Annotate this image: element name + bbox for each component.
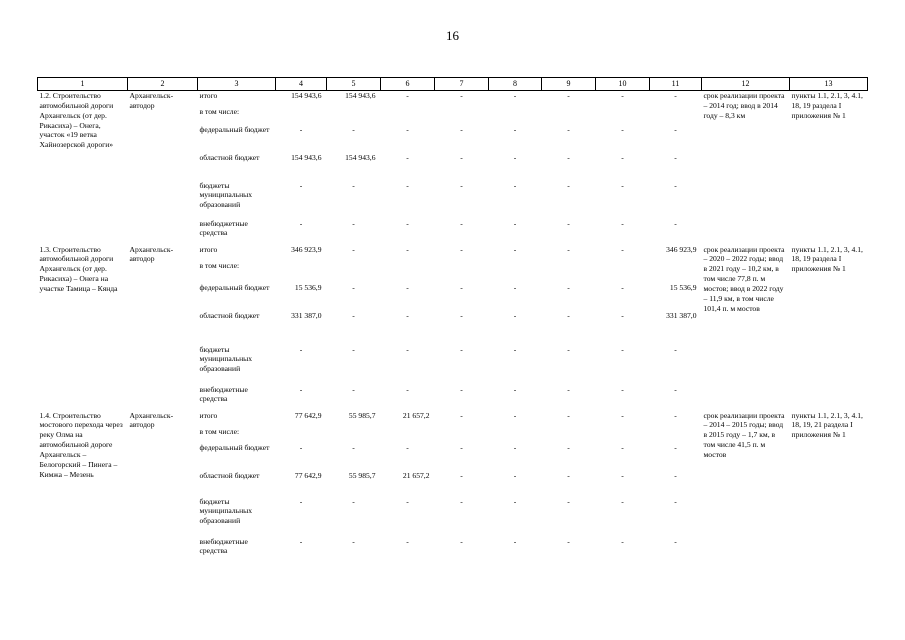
- funding-source-label: внебюджетные средства: [199, 536, 248, 556]
- amount-cell: -: [460, 282, 463, 292]
- funding-source-label: в том числе:: [199, 260, 240, 270]
- amount-cell: -: [352, 218, 355, 228]
- amount-cell: [650, 107, 702, 125]
- amount-cell: -: [513, 496, 517, 506]
- amount-cell: -: [406, 282, 409, 292]
- amount-cell: 154 943,6: [291, 152, 322, 162]
- amount-cell: -: [513, 536, 517, 546]
- amount-cell: -: [352, 124, 355, 134]
- amount-cell: [276, 427, 327, 443]
- table-row: [38, 245, 868, 261]
- amount-cell: -: [299, 496, 303, 506]
- amount-cell: 55 985,7: [348, 410, 376, 420]
- amount-cell: [489, 107, 542, 125]
- funding-source-label: внебюджетные средства: [199, 384, 248, 404]
- amount-cell: [542, 427, 596, 443]
- amount-cell: [381, 261, 435, 283]
- amount-cell: -: [567, 410, 570, 420]
- amount-cell: -: [513, 310, 517, 320]
- project-reference-note: пункты 1.1, 2.1, 3, 4.1, 18, 19 раздела I приложения № 1: [791, 91, 863, 120]
- project-executor: Архангельск-автодор: [129, 244, 174, 264]
- amount-cell: -: [621, 536, 624, 546]
- amount-cell: -: [567, 470, 570, 480]
- column-header: 2: [128, 78, 198, 91]
- amount-cell: -: [513, 91, 517, 100]
- amount-cell: -: [460, 244, 463, 254]
- amount-cell: -: [621, 218, 624, 228]
- amount-cell: -: [674, 218, 677, 228]
- table-row: [38, 411, 868, 427]
- amount-cell: -: [513, 244, 517, 254]
- amount-cell: [542, 261, 596, 283]
- amount-cell: 77 642,9: [294, 470, 322, 480]
- amount-cell: [435, 427, 489, 443]
- amount-cell: -: [621, 180, 624, 190]
- amount-cell: 154 943,6: [291, 91, 322, 100]
- amount-cell: -: [406, 384, 409, 394]
- amount-cell: -: [567, 91, 570, 100]
- funding-source-label: внебюджетные средства: [199, 218, 248, 238]
- amount-cell: -: [621, 410, 624, 420]
- amount-cell: -: [406, 180, 409, 190]
- amount-cell: -: [567, 344, 570, 354]
- amount-cell: 331 387,0: [666, 310, 697, 320]
- amount-cell: [596, 427, 650, 443]
- funding-source-label: бюджеты муниципальных образований: [199, 496, 253, 526]
- amount-cell: [435, 261, 489, 283]
- amount-cell: -: [674, 91, 677, 100]
- amount-cell: -: [567, 244, 570, 254]
- amount-cell: -: [621, 470, 624, 480]
- amount-cell: 154 943,6: [345, 91, 376, 100]
- amount-cell: -: [621, 310, 624, 320]
- amount-cell: 77 642,9: [294, 410, 322, 420]
- amount-cell: -: [674, 496, 677, 506]
- project-title: 1.3. Строительство автомобильной дороги Архангельск (от дер. Рикасиха) – Онега на участке Тамица – Кянда: [39, 244, 118, 293]
- amount-cell: -: [674, 152, 677, 162]
- amount-cell: 15 536,9: [294, 282, 322, 292]
- amount-cell: -: [299, 536, 303, 546]
- funding-source-label: федеральный бюджет: [199, 124, 270, 134]
- funding-source-label: областной бюджет: [199, 310, 260, 320]
- funding-source-label: итого: [199, 410, 218, 420]
- funding-source-label: бюджеты муниципальных образований: [199, 344, 253, 374]
- amount-cell: 331 387,0: [291, 310, 322, 320]
- amount-cell: 154 943,6: [345, 152, 376, 162]
- amount-cell: 55 985,7: [348, 470, 376, 480]
- amount-cell: -: [621, 384, 624, 394]
- amount-cell: -: [567, 152, 570, 162]
- amount-cell: -: [460, 536, 463, 546]
- project-reference-note: пункты 1.1, 2.1, 3, 4.1, 18, 19, 21 раздела I приложения № 1: [791, 410, 863, 440]
- amount-cell: -: [674, 410, 677, 420]
- amount-cell: -: [352, 282, 355, 292]
- funding-source-label: в том числе:: [199, 106, 240, 116]
- amount-cell: -: [460, 410, 463, 420]
- header-row: [38, 78, 868, 91]
- column-header: 13: [790, 78, 868, 91]
- amount-cell: [276, 107, 327, 125]
- amount-cell: [650, 427, 702, 443]
- amount-cell: -: [299, 180, 303, 190]
- amount-cell: 15 536,9: [669, 282, 697, 292]
- amount-cell: -: [567, 124, 570, 134]
- amount-cell: [489, 261, 542, 283]
- amount-cell: -: [352, 536, 355, 546]
- funding-source-label: областной бюджет: [199, 470, 260, 480]
- amount-cell: -: [352, 496, 355, 506]
- column-header: 8: [489, 78, 542, 91]
- amount-cell: -: [513, 470, 517, 480]
- amount-cell: -: [460, 124, 463, 134]
- project-schedule-note: срок реализации проекта – 2014 – 2015 годы; ввод в 2015 году – 1,7 км, в том числе 41,5 п. м мостов: [703, 410, 785, 459]
- column-header: 1: [38, 78, 128, 91]
- project-reference-note: пункты 1.1, 2.1, 3, 4.1, 18, 19 раздела I приложения № 1: [791, 244, 863, 274]
- amount-cell: -: [674, 536, 677, 546]
- amount-cell: -: [674, 180, 677, 190]
- project-title: 1.2. Строительство автомобильной дороги Архангельск (от дер. Рикасиха) – Онега, участок «19 ветка Хайнозерской дороги»: [39, 91, 114, 150]
- amount-cell: [276, 261, 327, 283]
- amount-cell: -: [513, 282, 517, 292]
- amount-cell: -: [621, 442, 624, 452]
- amount-cell: -: [406, 442, 409, 452]
- amount-cell: -: [621, 124, 624, 134]
- amount-cell: [596, 107, 650, 125]
- amount-cell: -: [460, 310, 463, 320]
- amount-cell: [327, 427, 381, 443]
- amount-cell: -: [674, 124, 677, 134]
- funding-source-label: федеральный бюджет: [199, 442, 270, 452]
- amount-cell: [650, 261, 702, 283]
- amount-cell: -: [406, 244, 409, 254]
- amount-cell: [381, 107, 435, 125]
- amount-cell: -: [406, 536, 409, 546]
- amount-cell: 21 657,2: [402, 410, 430, 420]
- funding-source-label: федеральный бюджет: [199, 282, 270, 292]
- amount-cell: -: [567, 282, 570, 292]
- amount-cell: -: [406, 152, 409, 162]
- amount-cell: -: [513, 410, 517, 420]
- amount-cell: -: [513, 344, 517, 354]
- funding-source-label: итого: [199, 91, 218, 100]
- amount-cell: -: [567, 218, 570, 228]
- column-header: 12: [702, 78, 790, 91]
- amount-cell: 21 657,2: [402, 470, 430, 480]
- amount-cell: [327, 107, 381, 125]
- amount-cell: [596, 261, 650, 283]
- amount-cell: -: [406, 218, 409, 228]
- amount-cell: -: [513, 180, 517, 190]
- page-number: 16: [446, 28, 459, 43]
- amount-cell: -: [674, 384, 677, 394]
- amount-cell: -: [460, 470, 463, 480]
- amount-cell: -: [460, 218, 463, 228]
- amount-cell: -: [460, 152, 463, 162]
- amount-cell: -: [352, 310, 355, 320]
- column-header: 5: [327, 78, 381, 91]
- project-executor: Архангельск-автодор: [129, 91, 174, 110]
- funding-source-label: бюджеты муниципальных образований: [199, 180, 253, 210]
- column-header: 10: [596, 78, 650, 91]
- column-header: 4: [276, 78, 327, 91]
- amount-cell: -: [299, 218, 303, 228]
- amount-cell: -: [621, 496, 624, 506]
- amount-cell: -: [299, 384, 303, 394]
- amount-cell: -: [406, 310, 409, 320]
- amount-cell: -: [621, 152, 624, 162]
- project-schedule-note: срок реализации проекта – 2020 – 2022 годы; ввод в 2021 году – 10,2 км, в том числе 77,8 п. м мостов; ввод в 2022 году – 11,9 км, в том числе 101,4 п. м мостов: [703, 244, 785, 313]
- column-header: 7: [435, 78, 489, 91]
- amount-cell: -: [299, 442, 303, 452]
- amount-cell: -: [567, 384, 570, 394]
- amount-cell: -: [513, 384, 517, 394]
- amount-cell: -: [352, 344, 355, 354]
- amount-cell: -: [621, 244, 624, 254]
- amount-cell: -: [621, 91, 624, 100]
- amount-cell: -: [460, 91, 463, 100]
- column-header: 6: [381, 78, 435, 91]
- project-executor: Архангельск-автодор: [129, 410, 174, 430]
- amount-cell: -: [406, 344, 409, 354]
- amount-cell: -: [567, 310, 570, 320]
- column-header: 11: [650, 78, 702, 91]
- table-row: [38, 91, 868, 107]
- amount-cell: [381, 427, 435, 443]
- amount-cell: -: [352, 244, 355, 254]
- amount-cell: 346 923,9: [291, 244, 322, 254]
- funding-source-label: областной бюджет: [199, 152, 260, 162]
- amount-cell: -: [406, 496, 409, 506]
- amount-cell: -: [460, 180, 463, 190]
- amount-cell: -: [299, 124, 303, 134]
- project-schedule-note: срок реализации проекта – 2014 год; ввод в 2014 году – 8,3 км: [703, 91, 785, 120]
- amount-cell: [489, 427, 542, 443]
- project-title: 1.4. Строительство мостового перехода через реку Олма на автомобильной дороге Архангельск – Белогорский – Пинега – Кимжа – Мезень: [39, 410, 123, 479]
- amount-cell: -: [674, 470, 677, 480]
- amount-cell: -: [621, 282, 624, 292]
- amount-cell: -: [567, 496, 570, 506]
- column-header: 9: [542, 78, 596, 91]
- amount-cell: -: [352, 384, 355, 394]
- amount-cell: -: [674, 442, 677, 452]
- amount-cell: -: [406, 124, 409, 134]
- amount-cell: -: [460, 496, 463, 506]
- funding-source-label: итого: [199, 244, 218, 254]
- amount-cell: -: [513, 124, 517, 134]
- amount-cell: [542, 107, 596, 125]
- amount-cell: -: [513, 152, 517, 162]
- amount-cell: -: [460, 442, 463, 452]
- amount-cell: [327, 261, 381, 283]
- amount-cell: -: [352, 180, 355, 190]
- amount-cell: -: [352, 442, 355, 452]
- amount-cell: -: [513, 442, 517, 452]
- amount-cell: -: [460, 344, 463, 354]
- amount-cell: [435, 107, 489, 125]
- amount-cell: -: [567, 442, 570, 452]
- amount-cell: -: [406, 91, 409, 100]
- column-header: 3: [198, 78, 276, 91]
- amount-cell: -: [674, 344, 677, 354]
- amount-cell: 346 923,9: [666, 244, 697, 254]
- amount-cell: -: [567, 536, 570, 546]
- amount-cell: -: [299, 344, 303, 354]
- budget-table: [37, 77, 868, 563]
- funding-source-label: в том числе:: [199, 426, 240, 436]
- amount-cell: -: [513, 218, 517, 228]
- amount-cell: -: [567, 180, 570, 190]
- amount-cell: -: [460, 384, 463, 394]
- amount-cell: -: [621, 344, 624, 354]
